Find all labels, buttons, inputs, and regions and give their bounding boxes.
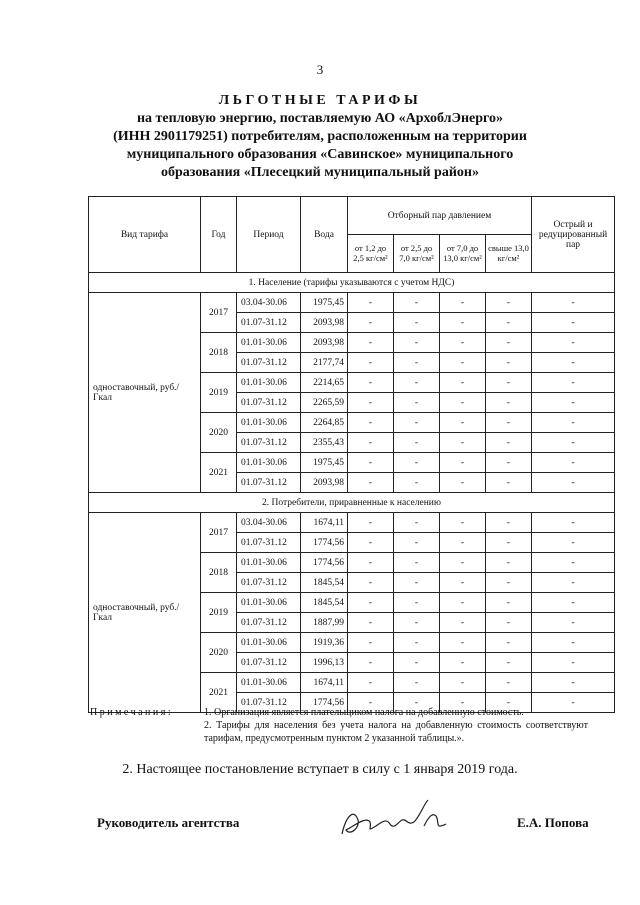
water-price-cell: 1975,45	[301, 453, 348, 473]
steam-4-cell: -	[486, 633, 532, 653]
sharp-steam-cell: -	[532, 313, 615, 333]
period-cell: 01.01-30.06	[237, 453, 301, 473]
title-line-5: образования «Плесецкий муниципальный район»	[161, 165, 479, 180]
steam-4-cell: -	[486, 653, 532, 673]
tariff-type-cell: одноставочный, руб./Гкал	[89, 513, 201, 713]
steam-2-cell: -	[394, 613, 440, 633]
steam-2-cell: -	[394, 313, 440, 333]
steam-1-cell: -	[348, 613, 394, 633]
header-steam-2: от 2,5 до 7,0 кг/см²	[394, 235, 440, 273]
sharp-steam-cell: -	[532, 293, 615, 313]
water-price-cell: 1887,99	[301, 613, 348, 633]
sharp-steam-cell: -	[532, 653, 615, 673]
steam-3-cell: -	[440, 693, 486, 713]
steam-4-cell: -	[486, 553, 532, 573]
steam-4-cell: -	[486, 573, 532, 593]
tariffs-table	[88, 196, 615, 713]
period-cell: 01.07-31.12	[237, 473, 301, 493]
steam-4-cell: -	[486, 413, 532, 433]
steam-1-cell: -	[348, 633, 394, 653]
section-title: 2. Потребители, приравненные к населению	[89, 493, 615, 513]
year-cell: 2021	[201, 673, 237, 713]
document-title	[60, 92, 580, 182]
table-row	[89, 513, 615, 533]
steam-2-cell: -	[394, 533, 440, 553]
steam-4-cell: -	[486, 533, 532, 553]
steam-3-cell: -	[440, 653, 486, 673]
steam-1-cell: -	[348, 293, 394, 313]
period-cell: 01.07-31.12	[237, 533, 301, 553]
period-cell: 01.07-31.12	[237, 693, 301, 713]
steam-2-cell: -	[394, 433, 440, 453]
year-cell: 2018	[201, 553, 237, 593]
note-2: 2. Тарифы для населения без учета налога на добавленную стоимость соответствуют тарифам, предусмотренным пунктом 2 указанной таблицы.».	[204, 720, 588, 744]
steam-3-cell: -	[440, 573, 486, 593]
header-steam-group: Отборный пар давлением	[348, 197, 532, 235]
period-cell: 01.01-30.06	[237, 373, 301, 393]
sharp-steam-cell: -	[532, 393, 615, 413]
water-price-cell: 1774,56	[301, 553, 348, 573]
water-price-cell: 2355,43	[301, 433, 348, 453]
title-line-3: (ИНН 2901179251) потребителям, расположенным на территории	[113, 129, 527, 144]
steam-4-cell: -	[486, 693, 532, 713]
period-cell: 01.01-30.06	[237, 333, 301, 353]
water-price-cell: 1975,45	[301, 293, 348, 313]
period-cell: 01.07-31.12	[237, 653, 301, 673]
period-cell: 01.01-30.06	[237, 633, 301, 653]
water-price-cell: 1774,56	[301, 693, 348, 713]
sharp-steam-cell: -	[532, 413, 615, 433]
steam-4-cell: -	[486, 393, 532, 413]
title-line-4: муниципального образования «Савинское» муниципального	[126, 147, 514, 162]
tariffs-table-body	[89, 273, 615, 713]
period-cell: 01.07-31.12	[237, 393, 301, 413]
water-price-cell: 2177,74	[301, 353, 348, 373]
steam-1-cell: -	[348, 353, 394, 373]
period-cell: 01.07-31.12	[237, 433, 301, 453]
steam-2-cell: -	[394, 453, 440, 473]
water-price-cell: 2093,98	[301, 473, 348, 493]
title-line-1: ЛЬГОТНЫЕ ТАРИФЫ	[218, 93, 422, 108]
sharp-steam-cell: -	[532, 513, 615, 533]
steam-3-cell: -	[440, 353, 486, 373]
period-cell: 01.07-31.12	[237, 353, 301, 373]
water-price-cell: 1845,54	[301, 593, 348, 613]
steam-4-cell: -	[486, 613, 532, 633]
steam-1-cell: -	[348, 513, 394, 533]
notes-items	[204, 706, 588, 745]
header-sharp-steam: Острый и редуцированный пар	[532, 197, 615, 273]
steam-1-cell: -	[348, 673, 394, 693]
year-cell: 2020	[201, 413, 237, 453]
steam-4-cell: -	[486, 473, 532, 493]
tariff-type-cell: одноставочный, руб./Гкал	[89, 293, 201, 493]
year-cell: 2019	[201, 373, 237, 413]
steam-3-cell: -	[440, 393, 486, 413]
sharp-steam-cell: -	[532, 373, 615, 393]
steam-4-cell: -	[486, 293, 532, 313]
steam-4-cell: -	[486, 373, 532, 393]
steam-1-cell: -	[348, 433, 394, 453]
steam-2-cell: -	[394, 293, 440, 313]
steam-1-cell: -	[348, 393, 394, 413]
steam-3-cell: -	[440, 433, 486, 453]
sharp-steam-cell: -	[532, 593, 615, 613]
section-header-row	[89, 493, 615, 513]
notes-label: Примечания:	[90, 707, 174, 718]
note-1: 1. Организация является плательщиком налога на добавленную стоимость.	[204, 707, 524, 718]
sharp-steam-cell: -	[532, 453, 615, 473]
period-cell: 01.01-30.06	[237, 593, 301, 613]
steam-3-cell: -	[440, 373, 486, 393]
steam-1-cell: -	[348, 693, 394, 713]
water-price-cell: 2093,98	[301, 313, 348, 333]
steam-2-cell: -	[394, 633, 440, 653]
period-cell: 01.07-31.12	[237, 613, 301, 633]
steam-3-cell: -	[440, 473, 486, 493]
steam-4-cell: -	[486, 673, 532, 693]
steam-3-cell: -	[440, 513, 486, 533]
sharp-steam-cell: -	[532, 533, 615, 553]
period-cell: 03.04-30.06	[237, 293, 301, 313]
steam-1-cell: -	[348, 653, 394, 673]
signatory-role: Руководитель агентства	[97, 815, 240, 830]
year-cell: 2017	[201, 513, 237, 553]
steam-4-cell: -	[486, 433, 532, 453]
water-price-cell: 1674,11	[301, 513, 348, 533]
steam-3-cell: -	[440, 453, 486, 473]
steam-4-cell: -	[486, 513, 532, 533]
handwritten-signature	[336, 796, 456, 844]
steam-1-cell: -	[348, 573, 394, 593]
steam-3-cell: -	[440, 633, 486, 653]
period-cell: 01.01-30.06	[237, 413, 301, 433]
header-steam-4: свыше 13,0 кг/см²	[486, 235, 532, 273]
steam-1-cell: -	[348, 333, 394, 353]
steam-3-cell: -	[440, 673, 486, 693]
water-price-cell: 2264,85	[301, 413, 348, 433]
period-cell: 01.07-31.12	[237, 313, 301, 333]
steam-4-cell: -	[486, 353, 532, 373]
steam-3-cell: -	[440, 293, 486, 313]
steam-2-cell: -	[394, 513, 440, 533]
steam-2-cell: -	[394, 593, 440, 613]
steam-4-cell: -	[486, 313, 532, 333]
steam-2-cell: -	[394, 553, 440, 573]
steam-2-cell: -	[394, 573, 440, 593]
header-water: Вода	[301, 197, 348, 273]
water-price-cell: 2093,98	[301, 333, 348, 353]
header-steam-1: от 1,2 до 2,5 кг/см²	[348, 235, 394, 273]
header-period: Период	[237, 197, 301, 273]
sharp-steam-cell: -	[532, 573, 615, 593]
sharp-steam-cell: -	[532, 553, 615, 573]
header-tariff-type: Вид тарифа	[89, 197, 201, 273]
year-cell: 2017	[201, 293, 237, 333]
steam-1-cell: -	[348, 593, 394, 613]
steam-2-cell: -	[394, 653, 440, 673]
steam-4-cell: -	[486, 593, 532, 613]
header-year: Год	[201, 197, 237, 273]
steam-2-cell: -	[394, 353, 440, 373]
year-cell: 2019	[201, 593, 237, 633]
header-steam-3: от 7,0 до 13,0 кг/см²	[440, 235, 486, 273]
water-price-cell: 1674,11	[301, 673, 348, 693]
steam-3-cell: -	[440, 313, 486, 333]
sharp-steam-cell: -	[532, 333, 615, 353]
steam-3-cell: -	[440, 613, 486, 633]
section-header-row	[89, 273, 615, 293]
year-cell: 2020	[201, 633, 237, 673]
year-cell: 2021	[201, 453, 237, 493]
water-price-cell: 1919,36	[301, 633, 348, 653]
steam-3-cell: -	[440, 533, 486, 553]
decree-text: 2. Настоящее постановление вступает в силу с 1 января 2019 года.	[122, 762, 518, 777]
steam-2-cell: -	[394, 393, 440, 413]
section-title: 1. Население (тарифы указываются с учетом НДС)	[89, 273, 615, 293]
steam-2-cell: -	[394, 693, 440, 713]
steam-1-cell: -	[348, 453, 394, 473]
sharp-steam-cell: -	[532, 353, 615, 373]
steam-3-cell: -	[440, 333, 486, 353]
steam-4-cell: -	[486, 333, 532, 353]
sharp-steam-cell: -	[532, 433, 615, 453]
steam-1-cell: -	[348, 413, 394, 433]
period-cell: 01.01-30.06	[237, 553, 301, 573]
sharp-steam-cell: -	[532, 673, 615, 693]
steam-3-cell: -	[440, 553, 486, 573]
water-price-cell: 1774,56	[301, 533, 348, 553]
title-line-2: на тепловую энергию, поставляемую АО «АрхоблЭнерго»	[136, 111, 504, 126]
steam-1-cell: -	[348, 533, 394, 553]
steam-1-cell: -	[348, 553, 394, 573]
steam-4-cell: -	[486, 453, 532, 473]
sharp-steam-cell: -	[532, 693, 615, 713]
water-price-cell: 1996,13	[301, 653, 348, 673]
water-price-cell: 2265,59	[301, 393, 348, 413]
steam-2-cell: -	[394, 333, 440, 353]
period-cell: 03.04-30.06	[237, 513, 301, 533]
steam-2-cell: -	[394, 473, 440, 493]
steam-1-cell: -	[348, 313, 394, 333]
water-price-cell: 1845,54	[301, 573, 348, 593]
steam-2-cell: -	[394, 673, 440, 693]
period-cell: 01.07-31.12	[237, 573, 301, 593]
steam-2-cell: -	[394, 373, 440, 393]
year-cell: 2018	[201, 333, 237, 373]
period-cell: 01.01-30.06	[237, 673, 301, 693]
steam-1-cell: -	[348, 473, 394, 493]
water-price-cell: 2214,65	[301, 373, 348, 393]
sharp-steam-cell: -	[532, 613, 615, 633]
steam-3-cell: -	[440, 413, 486, 433]
steam-2-cell: -	[394, 413, 440, 433]
table-row	[89, 293, 615, 313]
steam-1-cell: -	[348, 373, 394, 393]
sharp-steam-cell: -	[532, 473, 615, 493]
sharp-steam-cell: -	[532, 633, 615, 653]
page-number: 3	[316, 62, 324, 77]
signatory-name: Е.А. Попова	[517, 815, 589, 830]
steam-3-cell: -	[440, 593, 486, 613]
